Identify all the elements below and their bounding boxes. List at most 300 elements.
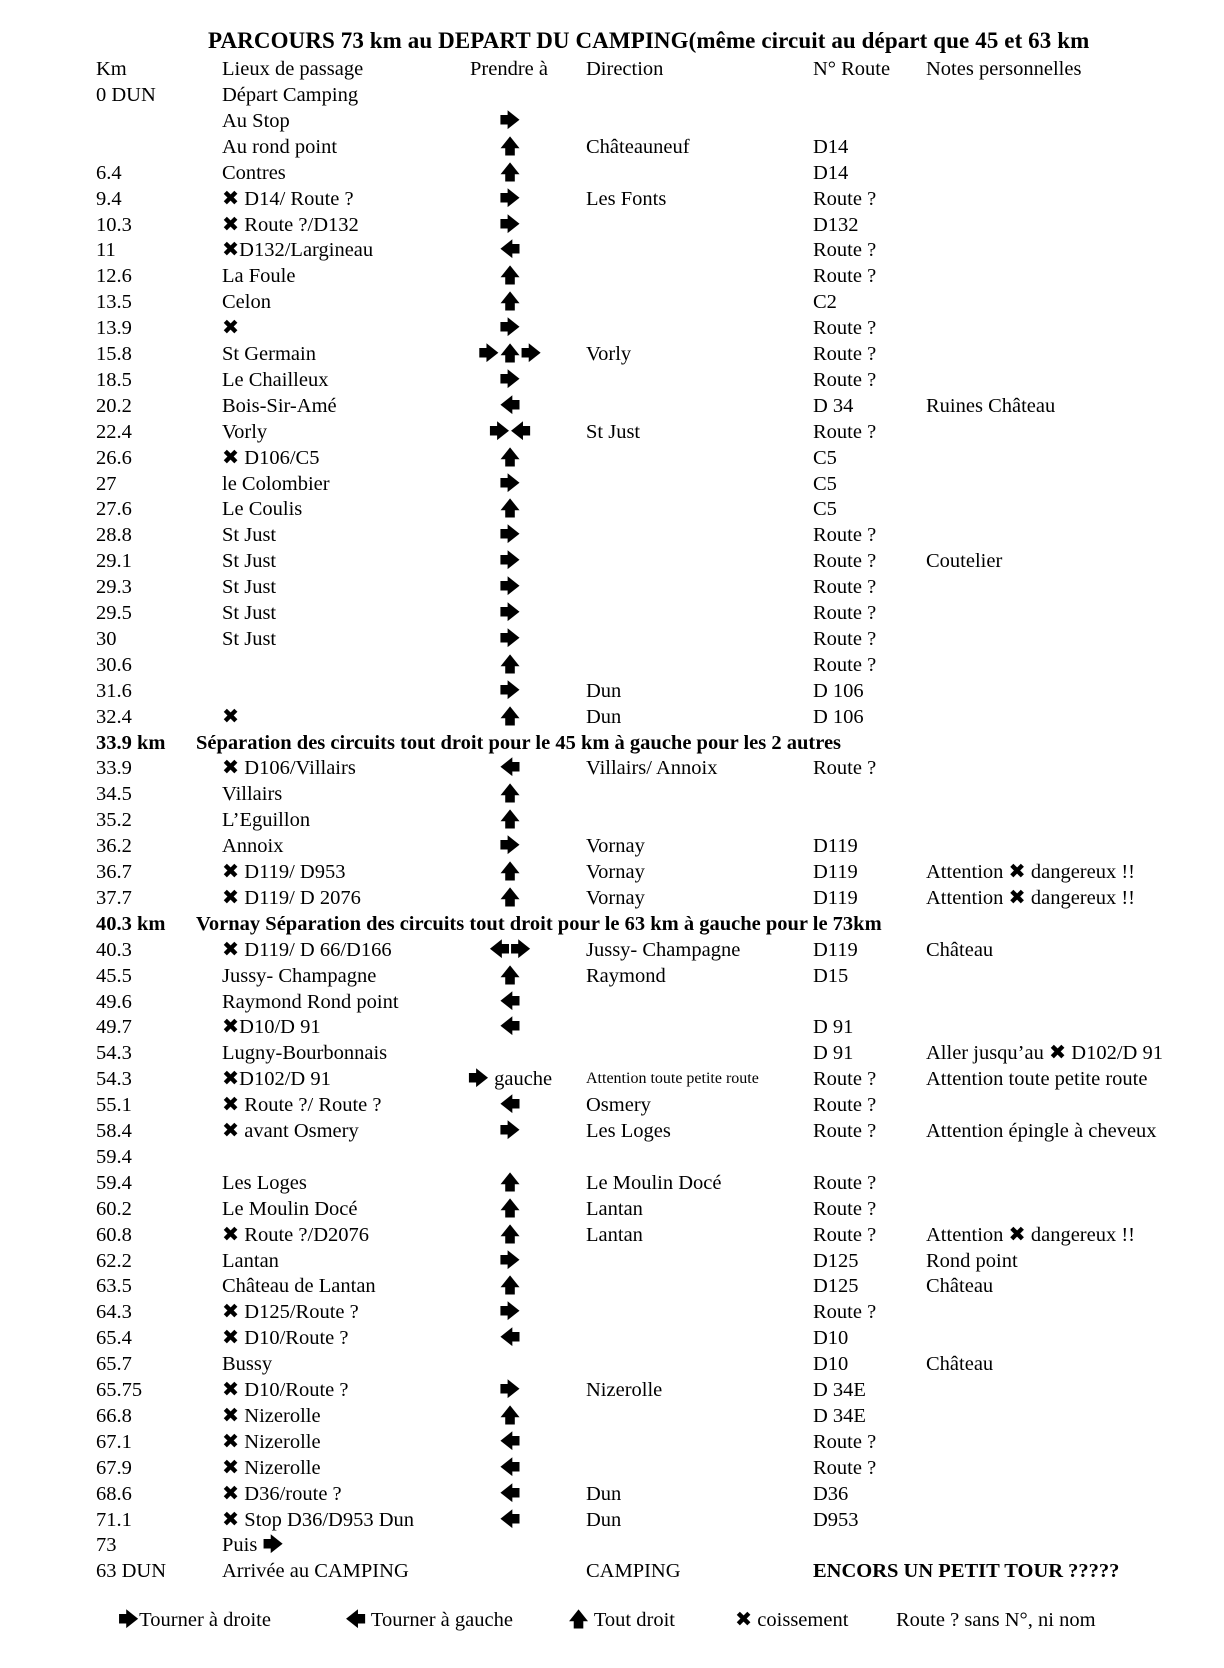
table-row bbox=[0, 522, 1224, 548]
direction-cell: Le Moulin Docé bbox=[586, 1171, 722, 1194]
place-cell: St Just bbox=[222, 627, 277, 650]
turn-cell: 🡆 bbox=[499, 576, 521, 599]
route-number-cell: Route ? bbox=[813, 187, 877, 210]
place-cell: Au Stop bbox=[222, 109, 290, 132]
turn-cell: 🡅 bbox=[499, 886, 521, 909]
turn-cell: 🡄 bbox=[499, 1327, 521, 1350]
km-cell: 29.3 bbox=[96, 576, 132, 599]
km-cell: 26.6 bbox=[96, 446, 132, 469]
table-row bbox=[0, 367, 1224, 393]
separator-row bbox=[0, 911, 1224, 937]
route-number-cell: D119 bbox=[813, 835, 858, 858]
turn-cell: 🡆 bbox=[499, 472, 521, 495]
km-cell: 30.6 bbox=[96, 653, 132, 676]
table-row bbox=[0, 1196, 1224, 1222]
route-number-cell: Route ? bbox=[813, 602, 877, 624]
turn-cell: 🡅 bbox=[499, 705, 521, 728]
place-cell: Au rond point bbox=[222, 135, 338, 158]
place-cell: ✖D102/D 91 bbox=[222, 1068, 331, 1091]
direction-cell: Vornay bbox=[586, 886, 645, 909]
turn-cell: 🡆 bbox=[499, 213, 521, 236]
table-row bbox=[0, 1532, 1224, 1558]
turn-cell: 🡄 bbox=[499, 1456, 521, 1479]
turn-cell: 🡆 bbox=[499, 1301, 521, 1324]
table-row bbox=[0, 1325, 1224, 1351]
turn-cell: 🡅 bbox=[499, 1197, 521, 1220]
place-cell: Celon bbox=[222, 291, 271, 314]
turn-cell: 🡅 bbox=[499, 498, 521, 521]
place-cell: St Just bbox=[222, 576, 277, 599]
document-title: PARCOURS 73 km au DEPART DU CAMPING(même circuit au départ que 45 et 63 km bbox=[208, 28, 1090, 53]
km-cell: 58.4 bbox=[96, 1120, 132, 1142]
place-cell: La Foule bbox=[222, 265, 296, 288]
km-cell: 59.4 bbox=[96, 1145, 132, 1168]
table-row bbox=[0, 1351, 1224, 1377]
km-cell: 6.4 bbox=[96, 161, 122, 184]
route-number-cell: Route ? bbox=[813, 1430, 877, 1453]
route-number-cell: ENCORS UN PETIT TOUR ????? bbox=[813, 1560, 1120, 1583]
route-number-cell: D10 bbox=[813, 1353, 849, 1376]
place-cell: ✖D10/D 91 bbox=[222, 1016, 321, 1039]
route-number-cell: Route ? bbox=[813, 653, 877, 676]
place-cell: Contres bbox=[222, 161, 286, 184]
notes-cell: Attention ✖ dangereux !! bbox=[926, 1223, 1136, 1246]
direction-cell: Vorly bbox=[586, 343, 632, 365]
legend-straight: 🡅 Tout droit bbox=[568, 1609, 675, 1631]
table-row bbox=[0, 315, 1224, 341]
place-cell: ✖ D106/Villairs bbox=[222, 757, 356, 780]
km-cell: 12.6 bbox=[96, 265, 132, 288]
km-cell: 63.5 bbox=[96, 1275, 132, 1298]
direction-cell: Dun bbox=[586, 1482, 622, 1505]
turn-cell: 🡅 bbox=[499, 135, 521, 158]
route-number-cell: D 34 bbox=[813, 394, 854, 417]
header-km: Km bbox=[96, 58, 127, 80]
km-cell: 27 bbox=[96, 472, 117, 495]
notes-cell: Château bbox=[926, 938, 994, 961]
turn-cell: 🡆🡅🡆 bbox=[478, 343, 542, 365]
km-cell: 55.1 bbox=[96, 1094, 132, 1117]
direction-cell: St Just bbox=[586, 420, 641, 443]
place-cell: Puis 🡆 bbox=[222, 1534, 284, 1557]
direction-cell: Nizerolle bbox=[586, 1379, 663, 1401]
route-number-cell: Route ? bbox=[813, 1120, 877, 1142]
place-cell: ✖ Route ?/D2076 bbox=[222, 1223, 369, 1246]
route-number-cell: D 106 bbox=[813, 705, 864, 728]
place-cell: Lugny-Bourbonnais bbox=[222, 1042, 388, 1065]
turn-cell: 🡅 bbox=[499, 265, 521, 288]
separator-row bbox=[0, 730, 1224, 756]
table-row bbox=[0, 600, 1224, 626]
table-row bbox=[0, 963, 1224, 989]
place-cell: ✖ D106/C5 bbox=[222, 446, 320, 469]
separator-km: 33.9 km bbox=[96, 731, 166, 754]
table-row bbox=[0, 1248, 1224, 1274]
notes-cell: Aller jusqu’au ✖ D102/D 91 bbox=[926, 1042, 1163, 1065]
km-cell: 18.5 bbox=[96, 368, 132, 391]
route-number-cell: Route ? bbox=[813, 1068, 877, 1091]
legend bbox=[0, 1605, 1224, 1635]
km-cell: 20.2 bbox=[96, 394, 132, 417]
place-cell: ✖ Route ?/D132 bbox=[222, 213, 359, 236]
km-cell: 29.5 bbox=[96, 602, 132, 624]
table-row bbox=[0, 678, 1224, 704]
route-number-cell: Route ? bbox=[813, 524, 877, 547]
km-cell: 36.2 bbox=[96, 835, 132, 858]
direction-cell: Les Fonts bbox=[586, 187, 667, 210]
km-cell: 65.75 bbox=[96, 1379, 143, 1401]
place-cell: ✖ avant Osmery bbox=[222, 1120, 359, 1142]
place-cell: ✖ bbox=[222, 705, 240, 728]
turn-cell: 🡆🡄 bbox=[488, 420, 532, 443]
place-cell: St Just bbox=[222, 524, 277, 547]
km-cell: 27.6 bbox=[96, 498, 132, 521]
direction-cell: Vornay bbox=[586, 861, 645, 883]
table-row bbox=[0, 626, 1224, 652]
direction-cell: Dun bbox=[586, 1508, 622, 1531]
turn-cell: 🡅 bbox=[499, 861, 521, 883]
turn-cell: 🡄 bbox=[499, 757, 521, 780]
table-row bbox=[0, 108, 1224, 134]
turn-cell: 🡄 bbox=[499, 1482, 521, 1505]
route-number-cell: Route ? bbox=[813, 627, 877, 650]
place-cell: ✖ bbox=[222, 317, 240, 340]
table-row bbox=[0, 1118, 1224, 1144]
table-row bbox=[0, 1507, 1224, 1533]
km-cell: 68.6 bbox=[96, 1482, 132, 1505]
turn-cell: 🡄 bbox=[499, 239, 521, 262]
direction-cell: Les Loges bbox=[586, 1120, 671, 1142]
turn-cell: 🡅 bbox=[499, 809, 521, 832]
table-row bbox=[0, 1092, 1224, 1118]
km-cell: 32.4 bbox=[96, 705, 132, 728]
km-cell: 11 bbox=[96, 239, 116, 262]
place-cell: ✖ Nizerolle bbox=[222, 1430, 321, 1453]
table-row bbox=[0, 937, 1224, 963]
place-cell: St Just bbox=[222, 602, 277, 624]
notes-cell: Attention ✖ dangereux !! bbox=[926, 861, 1136, 883]
place-cell: Départ Camping bbox=[222, 84, 359, 106]
turn-cell: 🡆 bbox=[499, 187, 521, 210]
route-number-cell: D15 bbox=[813, 964, 849, 987]
km-cell: 10.3 bbox=[96, 213, 132, 236]
header-prendre: Prendre à bbox=[470, 58, 548, 80]
place-cell: ✖D132/Largineau bbox=[222, 239, 374, 262]
route-number-cell: D132 bbox=[813, 213, 859, 236]
table-row bbox=[0, 807, 1224, 833]
turn-cell: 🡆 gauche bbox=[467, 1068, 553, 1091]
table-row bbox=[0, 471, 1224, 497]
turn-cell: 🡆 bbox=[499, 1249, 521, 1272]
notes-cell: Attention ✖ dangereux !! bbox=[926, 886, 1136, 909]
separator-km: 40.3 km bbox=[96, 912, 166, 935]
direction-cell: Raymond bbox=[586, 964, 666, 987]
turn-cell: 🡅 bbox=[499, 1171, 521, 1194]
km-cell: 66.8 bbox=[96, 1404, 132, 1427]
km-cell: 73 bbox=[96, 1534, 117, 1557]
route-number-cell: D125 bbox=[813, 1275, 859, 1298]
turn-cell: 🡆 bbox=[499, 109, 521, 132]
table-row bbox=[0, 289, 1224, 315]
turn-cell: 🡄🡆 bbox=[488, 938, 532, 961]
km-cell: 63 DUN bbox=[96, 1560, 167, 1583]
km-cell: 31.6 bbox=[96, 679, 132, 702]
km-cell: 36.7 bbox=[96, 861, 132, 883]
turn-cell: 🡄 bbox=[499, 1016, 521, 1039]
turn-cell: 🡄 bbox=[499, 1430, 521, 1453]
table-row bbox=[0, 1558, 1224, 1584]
route-number-cell: Route ? bbox=[813, 1171, 877, 1194]
turn-cell: 🡄 bbox=[499, 990, 521, 1013]
table-row bbox=[0, 755, 1224, 781]
route-number-cell: Route ? bbox=[813, 1223, 877, 1246]
route-number-cell: D119 bbox=[813, 886, 858, 909]
route-number-cell: D 91 bbox=[813, 1016, 854, 1039]
route-number-cell: D14 bbox=[813, 161, 849, 184]
km-cell: 29.1 bbox=[96, 550, 132, 573]
turn-cell: 🡅 bbox=[499, 446, 521, 469]
direction-cell: CAMPING bbox=[586, 1560, 681, 1583]
turn-cell: 🡅 bbox=[499, 653, 521, 676]
legend-left-turn: 🡄 Tourner à gauche bbox=[345, 1609, 513, 1631]
place-cell: Château de Lantan bbox=[222, 1275, 376, 1298]
notes-cell: Coutelier bbox=[926, 550, 1003, 573]
table-header bbox=[0, 56, 1224, 82]
km-cell: 33.9 bbox=[96, 757, 132, 780]
turn-cell: 🡆 bbox=[499, 602, 521, 624]
place-cell: Le Chailleux bbox=[222, 368, 329, 391]
header-notes: Notes personnelles bbox=[926, 58, 1082, 80]
table-row bbox=[0, 1066, 1224, 1092]
place-cell: Le Coulis bbox=[222, 498, 303, 521]
place-cell: ✖ D119/ D953 bbox=[222, 861, 346, 883]
place-cell: Jussy- Champagne bbox=[222, 964, 377, 987]
direction-cell: Dun bbox=[586, 679, 622, 702]
route-number-cell: Route ? bbox=[813, 343, 877, 365]
place-cell: ✖ D36/route ? bbox=[222, 1482, 342, 1505]
direction-cell: Dun bbox=[586, 705, 622, 728]
turn-cell: 🡄 bbox=[499, 1508, 521, 1531]
separator-text: Vornay Séparation des circuits tout droit pour le 63 km à gauche pour le 73km bbox=[196, 912, 882, 935]
turn-cell: 🡅 bbox=[499, 1404, 521, 1427]
turn-cell: 🡆 bbox=[499, 835, 521, 858]
place-cell: St Germain bbox=[222, 343, 316, 365]
km-cell: 45.5 bbox=[96, 964, 132, 987]
km-cell: 60.2 bbox=[96, 1197, 132, 1220]
turn-cell: 🡅 bbox=[499, 291, 521, 314]
km-cell: 65.7 bbox=[96, 1353, 132, 1376]
table-row bbox=[0, 419, 1224, 445]
turn-cell: 🡆 bbox=[499, 1379, 521, 1401]
route-number-cell: D10 bbox=[813, 1327, 849, 1350]
route-number-cell: Route ? bbox=[813, 1197, 877, 1220]
route-number-cell: Route ? bbox=[813, 1456, 877, 1479]
table-row bbox=[0, 1144, 1224, 1170]
route-number-cell: D 34E bbox=[813, 1379, 866, 1401]
route-number-cell: D 106 bbox=[813, 679, 864, 702]
table-row bbox=[0, 781, 1224, 807]
legend-crossroads: ✖ coissement bbox=[735, 1609, 849, 1631]
header-lieux: Lieux de passage bbox=[222, 58, 364, 80]
route-number-cell: D 91 bbox=[813, 1042, 854, 1065]
km-cell: 49.6 bbox=[96, 990, 132, 1013]
place-cell: ✖ Route ?/ Route ? bbox=[222, 1094, 382, 1117]
place-cell: ✖ D10/Route ? bbox=[222, 1327, 349, 1350]
place-cell: ✖ D14/ Route ? bbox=[222, 187, 354, 210]
table-row bbox=[0, 885, 1224, 911]
km-cell: 67.9 bbox=[96, 1456, 132, 1479]
table-row bbox=[0, 82, 1224, 108]
table-row bbox=[0, 341, 1224, 367]
km-cell: 59.4 bbox=[96, 1171, 132, 1194]
km-cell: 0 DUN bbox=[96, 84, 156, 106]
turn-cell: 🡆 bbox=[499, 679, 521, 702]
km-cell: 13.9 bbox=[96, 317, 132, 340]
notes-cell: Rond point bbox=[926, 1249, 1018, 1272]
place-cell: Lantan bbox=[222, 1249, 279, 1272]
direction-cell: Lantan bbox=[586, 1197, 643, 1220]
notes-cell: Château bbox=[926, 1275, 994, 1298]
place-cell: Arrivée au CAMPING bbox=[222, 1560, 409, 1583]
table-row bbox=[0, 393, 1224, 419]
km-cell: 65.4 bbox=[96, 1327, 132, 1350]
place-cell: Le Moulin Docé bbox=[222, 1197, 358, 1220]
table-row bbox=[0, 1170, 1224, 1196]
place-cell: Raymond Rond point bbox=[222, 990, 399, 1013]
table-row bbox=[0, 859, 1224, 885]
table-row bbox=[0, 574, 1224, 600]
table-row bbox=[0, 548, 1224, 574]
table-row bbox=[0, 1014, 1224, 1040]
route-number-cell: C5 bbox=[813, 498, 837, 521]
turn-cell: 🡅 bbox=[499, 1275, 521, 1298]
km-cell: 60.8 bbox=[96, 1223, 132, 1246]
direction-cell: Osmery bbox=[586, 1094, 651, 1117]
turn-cell: 🡆 bbox=[499, 550, 521, 573]
place-cell: Les Loges bbox=[222, 1171, 307, 1194]
place-cell: Bussy bbox=[222, 1353, 273, 1376]
direction-cell: Attention toute petite route bbox=[586, 1070, 759, 1088]
place-cell: ✖ Stop D36/D953 Dun bbox=[222, 1508, 415, 1531]
route-number-cell: Route ? bbox=[813, 265, 877, 288]
notes-cell: Ruines Château bbox=[926, 394, 1056, 417]
route-number-cell: Route ? bbox=[813, 1094, 877, 1117]
turn-cell: 🡄 bbox=[499, 394, 521, 417]
table-row bbox=[0, 833, 1224, 859]
km-cell: 54.3 bbox=[96, 1068, 132, 1091]
place-cell: ✖ Nizerolle bbox=[222, 1456, 321, 1479]
km-cell: 62.2 bbox=[96, 1249, 132, 1272]
km-cell: 35.2 bbox=[96, 809, 132, 832]
place-cell: ✖ D119/ D 66/D166 bbox=[222, 938, 392, 961]
turn-cell: 🡅 bbox=[499, 964, 521, 987]
route-number-cell: Route ? bbox=[813, 420, 877, 443]
km-cell: 64.3 bbox=[96, 1301, 132, 1324]
route-number-cell: D 34E bbox=[813, 1404, 866, 1427]
table-row bbox=[0, 445, 1224, 471]
turn-cell: 🡅 bbox=[499, 161, 521, 184]
route-number-cell: D119 bbox=[813, 938, 858, 961]
header-direction: Direction bbox=[586, 58, 664, 80]
route-number-cell: D119 bbox=[813, 861, 858, 883]
table-row bbox=[0, 1040, 1224, 1066]
table-row bbox=[0, 1429, 1224, 1455]
place-cell: le Colombier bbox=[222, 472, 330, 495]
turn-cell: 🡆 bbox=[499, 1120, 521, 1142]
place-cell: Bois-Sir-Amé bbox=[222, 394, 337, 417]
place-cell: St Just bbox=[222, 550, 277, 573]
legend-right-turn: 🡆Tourner à droite bbox=[118, 1609, 271, 1631]
table-row bbox=[0, 237, 1224, 263]
km-cell: 15.8 bbox=[96, 343, 132, 365]
notes-cell: Attention épingle à cheveux bbox=[926, 1120, 1157, 1142]
km-cell: 67.1 bbox=[96, 1430, 132, 1453]
table-row bbox=[0, 1377, 1224, 1403]
table-row bbox=[0, 186, 1224, 212]
table-row bbox=[0, 160, 1224, 186]
turn-cell: 🡅 bbox=[499, 783, 521, 806]
direction-cell: Jussy- Champagne bbox=[586, 938, 741, 961]
turn-cell: 🡆 bbox=[499, 524, 521, 547]
place-cell: ✖ D119/ D 2076 bbox=[222, 886, 361, 909]
route-number-cell: Route ? bbox=[813, 550, 877, 573]
place-cell: ✖ Nizerolle bbox=[222, 1404, 321, 1427]
route-number-cell: Route ? bbox=[813, 757, 877, 780]
turn-cell: 🡆 bbox=[499, 368, 521, 391]
header-route: N° Route bbox=[813, 58, 891, 80]
place-cell: ✖ D125/Route ? bbox=[222, 1301, 359, 1324]
table-row bbox=[0, 263, 1224, 289]
route-number-cell: Route ? bbox=[813, 576, 877, 599]
km-cell: 9.4 bbox=[96, 187, 122, 210]
turn-cell: 🡅 bbox=[499, 1223, 521, 1246]
direction-cell: Lantan bbox=[586, 1223, 643, 1246]
table-row bbox=[0, 496, 1224, 522]
legend-unnamed-road: Route ? sans N°, ni nom bbox=[896, 1609, 1096, 1631]
route-number-cell: C2 bbox=[813, 291, 837, 314]
route-number-cell: C5 bbox=[813, 472, 837, 495]
place-cell: L’Eguillon bbox=[222, 809, 311, 832]
direction-cell: Châteauneuf bbox=[586, 135, 690, 158]
km-cell: 54.3 bbox=[96, 1042, 132, 1065]
notes-cell: Château bbox=[926, 1353, 994, 1376]
route-number-cell: Route ? bbox=[813, 317, 877, 340]
place-cell: Annoix bbox=[222, 835, 284, 858]
route-number-cell: D36 bbox=[813, 1482, 849, 1505]
table-row bbox=[0, 652, 1224, 678]
km-cell: 28.8 bbox=[96, 524, 132, 547]
table-row bbox=[0, 989, 1224, 1015]
table-row bbox=[0, 1481, 1224, 1507]
direction-cell: Villairs/ Annoix bbox=[586, 757, 718, 780]
km-cell: 71.1 bbox=[96, 1508, 132, 1531]
route-number-cell: Route ? bbox=[813, 239, 877, 262]
route-number-cell: D125 bbox=[813, 1249, 859, 1272]
turn-cell: 🡆 bbox=[499, 627, 521, 650]
table-row bbox=[0, 1273, 1224, 1299]
table-row bbox=[0, 134, 1224, 160]
turn-cell: 🡄 bbox=[499, 1094, 521, 1117]
route-number-cell: D14 bbox=[813, 135, 849, 158]
notes-cell: Attention toute petite route bbox=[926, 1068, 1148, 1091]
route-number-cell: D953 bbox=[813, 1508, 859, 1531]
km-cell: 37.7 bbox=[96, 886, 132, 909]
place-cell: Villairs bbox=[222, 783, 283, 806]
separator-text: Séparation des circuits tout droit pour le 45 km à gauche pour les 2 autres bbox=[196, 731, 842, 754]
table-row bbox=[0, 704, 1224, 730]
km-cell: 49.7 bbox=[96, 1016, 132, 1039]
direction-cell: Vornay bbox=[586, 835, 645, 858]
